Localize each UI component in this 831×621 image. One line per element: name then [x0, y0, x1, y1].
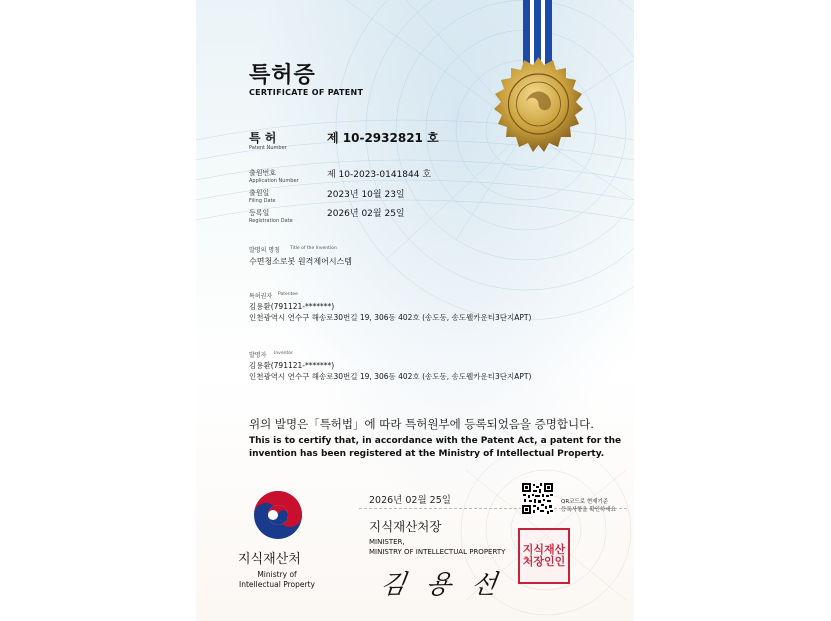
certificate-subtitle: CERTIFICATE OF PATENT — [249, 88, 364, 97]
certification-statement-en-1: This is to certify that, in accordance with the Patent Act, a patent for the — [249, 436, 622, 446]
qr-instruction-2: 등록사항을 확인하세요 — [561, 507, 616, 513]
filing-date: 2023년 10월 23일 — [327, 190, 405, 200]
patent-number: 제 10-2932821 호 — [327, 131, 439, 145]
invention-title: 수면청소로봇 원격제어시스템 — [249, 257, 353, 266]
inventor-label: 발명자 — [249, 352, 267, 359]
organization-name-ko: 지식재산처 — [238, 552, 301, 567]
certification-statement-ko: 위의 발명은「특허법」에 따라 특허원부에 등록되었음을 증명합니다. — [249, 417, 594, 431]
inventor-address: 인천광역시 연수구 해송로30번길 19, 306동 402호 (송도동, 송도웰카운티3단지APT) — [249, 372, 532, 381]
invention-label-en: Title of the Invention — [290, 246, 337, 251]
filing-label-en: Filing Date — [249, 198, 276, 204]
registration-date: 2026년 02월 25일 — [327, 209, 405, 219]
patentee-label-en: Patentee — [278, 292, 298, 297]
registration-label: 등록일 — [249, 209, 270, 217]
gold-seal-icon — [486, 55, 591, 160]
patent-label: 특 허 — [249, 131, 277, 145]
issue-date: 2026년 02월 25일 — [369, 495, 451, 506]
government-emblem-icon — [252, 489, 304, 541]
application-number: 제 10-2023-0141844 호 — [327, 170, 432, 180]
certification-statement-en-2: invention has been registered at the Ministry of Intellectual Property. — [249, 449, 605, 459]
patentee-address: 인천광역시 연수구 해송로30번길 19, 306동 402호 (송도동, 송도웰카운티3단지APT) — [249, 313, 532, 322]
invention-label: 발명의 명칭 — [249, 247, 280, 254]
certificate-paper — [196, 0, 634, 621]
official-stamp — [518, 528, 570, 584]
certificate-title: 특허증 — [249, 63, 316, 88]
minister-title-ko: 지식재산처장 — [369, 519, 442, 534]
organization-name-en-2: Intellectual Property — [239, 580, 315, 589]
inventor-name: 김용환(791121-*******) — [249, 361, 335, 370]
stamp-text-1: 지식재산 — [522, 543, 566, 556]
minister-title-en-1: MINISTER, — [369, 538, 405, 546]
patent-label-en: Patent Number — [249, 145, 287, 151]
qr-instruction-1: QR코드로 현재기준 — [561, 499, 609, 505]
application-label: 출원번호 — [249, 169, 277, 177]
qr-code-icon[interactable] — [521, 482, 554, 515]
patentee-label: 특허권자 — [249, 293, 273, 300]
minister-title-en-2: MINISTRY OF INTELLECTUAL PROPERTY — [369, 548, 506, 556]
filing-label: 출원일 — [249, 189, 270, 197]
registration-label-en: Registration Date — [249, 218, 293, 224]
stamp-text-2: 처장인인 — [522, 555, 566, 568]
minister-signature: 김 용 선 — [378, 570, 505, 600]
application-label-en: Application Number — [249, 178, 299, 184]
inventor-label-en: Inventor — [274, 351, 293, 356]
organization-name-en-1: Ministry of — [257, 570, 297, 579]
patentee-name: 김용환(791121-*******) — [249, 302, 335, 311]
